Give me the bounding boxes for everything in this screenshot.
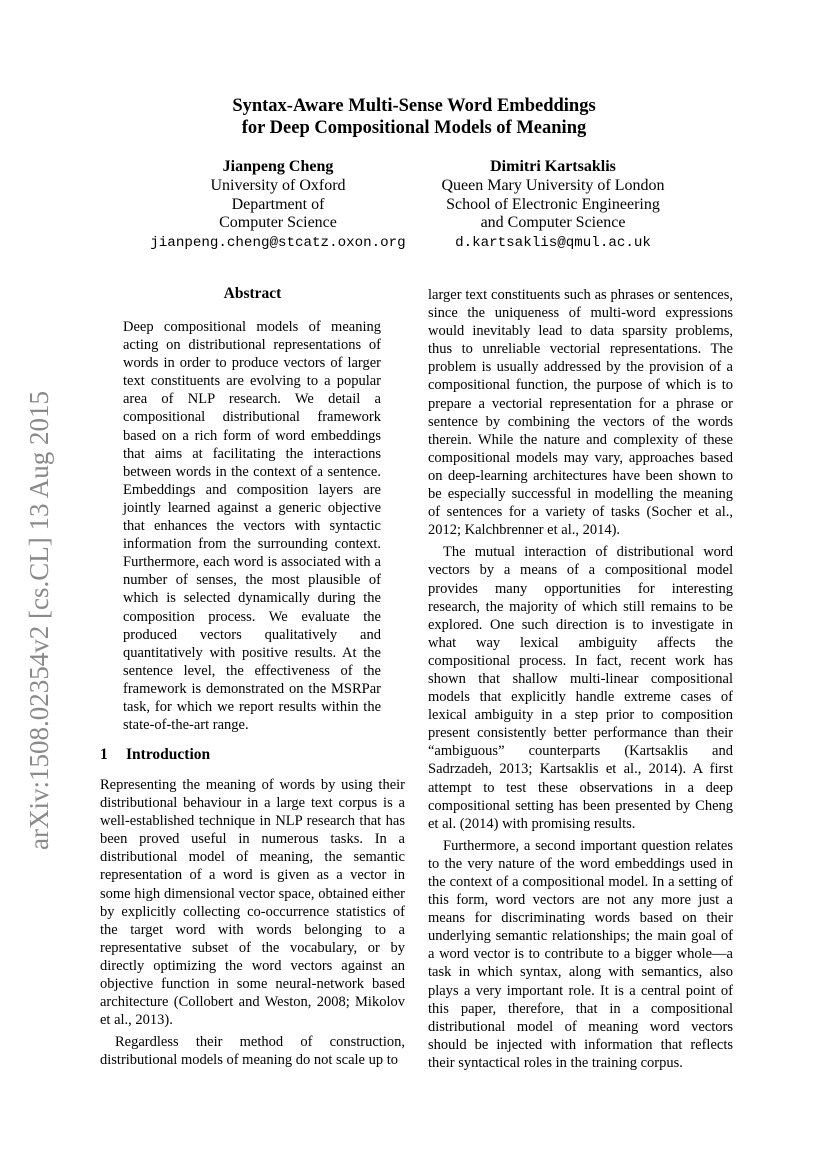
body-paragraph: Furthermore, a second important question relates to the very nature of the word embeddings used in the context of a compositional model. In a setting of this form, word vectors are not any more just a means for discriminating words based on their underlying semantic relationships; the main goal of a word vector is to contribute to a bigger whole—a task in which syntax, along with semantics, also plays a very important role. It is a central point of this paper, therefore, that in a compositional distributional model of meaning word vectors should be injected with information that reflects their syntactical roles in the training corpus. [428,837,733,1071]
author-affiliation-line: Queen Mary University of London [441,176,665,194]
left-column-body [100,776,405,1070]
title-line-2: for Deep Compositional Models of Meaning [241,118,587,138]
author-block-2 [403,158,703,253]
section-title: Introduction [126,746,211,763]
author-affiliation-line: Department of [231,195,325,213]
arxiv-identifier-text: arXiv:1508.02354v2 [cs.CL] 13 Aug 2015 [24,391,54,850]
author-email: jianpeng.cheng@stcatz.oxon.org [150,235,406,252]
abstract-text: Deep compositional models of meaning acting on distributional representations of words in order to produce vectors of larger text constituents are evolving to a popular area of NLP research. We detail a compositional distributional framework based on a rich form of word embeddings that aims at facilitating the interactions between words in the context of a sentence. Embeddings and composition layers are jointly learned against a generic objective that enhances the vectors with syntactic information from the surrounding context. Furthermore, each word is associated with a number of senses, the most plausible of which is selected dynamically during the composition process. We evaluate the produced vectors qualitatively and quantitatively with positive results. At the sentence level, the effectiveness of the framework is demonstrated on the MSRPar task, for which we report results within the state-of-the-art range. [123,319,381,734]
author-name: Jianpeng Cheng [222,158,334,175]
author-affiliation-line: Computer Science [219,214,337,232]
author-block-1 [128,158,428,253]
body-paragraph: larger text constituents such as phrases or sentences, since the uniqueness of multi-word expressions would inevitably lead to data sparsity problems, thus to unreliable vectorial representations. The problem is usually addressed by the provision of a compositional function, the purpose of which is to prepare a vectorial representation for a phrase or sentence by combining the vectors of the words therein. While the nature and complexity of these compositional models may vary, approaches based on deep-learning architectures have been shown to be especially successful in modelling the meaning of sentences for a variety of tasks (Socher et al., 2012; Kalchbrenner et al., 2014). [428,287,733,539]
body-paragraph: Regardless their method of construction, distributional models of meaning do not scale up to [100,1034,405,1069]
arxiv-identifier-stamp [18,355,60,855]
abstract-heading: Abstract [223,285,282,302]
section-heading-introduction [100,746,210,764]
author-email: d.kartsaklis@qmul.ac.uk [455,235,651,252]
right-column-body [428,286,733,1072]
section-number: 1 [100,746,108,763]
body-paragraph: Representing the meaning of words by using their distributional behaviour in a large text corpus is a well-established technique in NLP research that has been proved useful in numerous tasks. In a distributional model of meaning, the semantic representation of a word is given as a vector in some high dimensional vector space, obtained either by explicitly collecting co-occurrence statistics of the target word with words belonging to a representative subset of the vocabulary, or by directly optimizing the word vectors against an objective function in some neural-network based architecture (Collobert and Weston, 2008; Mikolov et al., 2013). [100,777,405,1029]
author-affiliation-line: University of Oxford [210,176,346,194]
author-name: Dimitri Kartsaklis [490,158,616,175]
author-affiliation-line: and Computer Science [480,214,626,232]
body-paragraph: The mutual interaction of distributional word vectors by a means of a compositional model provides many opportunities for interesting research, the majority of which still remains to be explored. One such direction is to investigate in what way lexical ambiguity affects the compositional process. In fact, recent work has shown that shallow multi-linear compositional models that explicitly handle extreme cases of lexical ambiguity in a step prior to composition present consistently better performance than their “ambiguous” counterparts (Kartsaklis and Sadrzadeh, 2013; Kartsaklis et al., 2014). A first attempt to test these observations in a deep compositional setting has been presented by Cheng et al. (2014) with promising results. [428,544,733,832]
author-affiliation-line: School of Electronic Engineering [446,195,660,213]
title-line-1: Syntax-Aware Multi-Sense Word Embeddings [232,96,596,116]
paper-title [0,95,828,139]
